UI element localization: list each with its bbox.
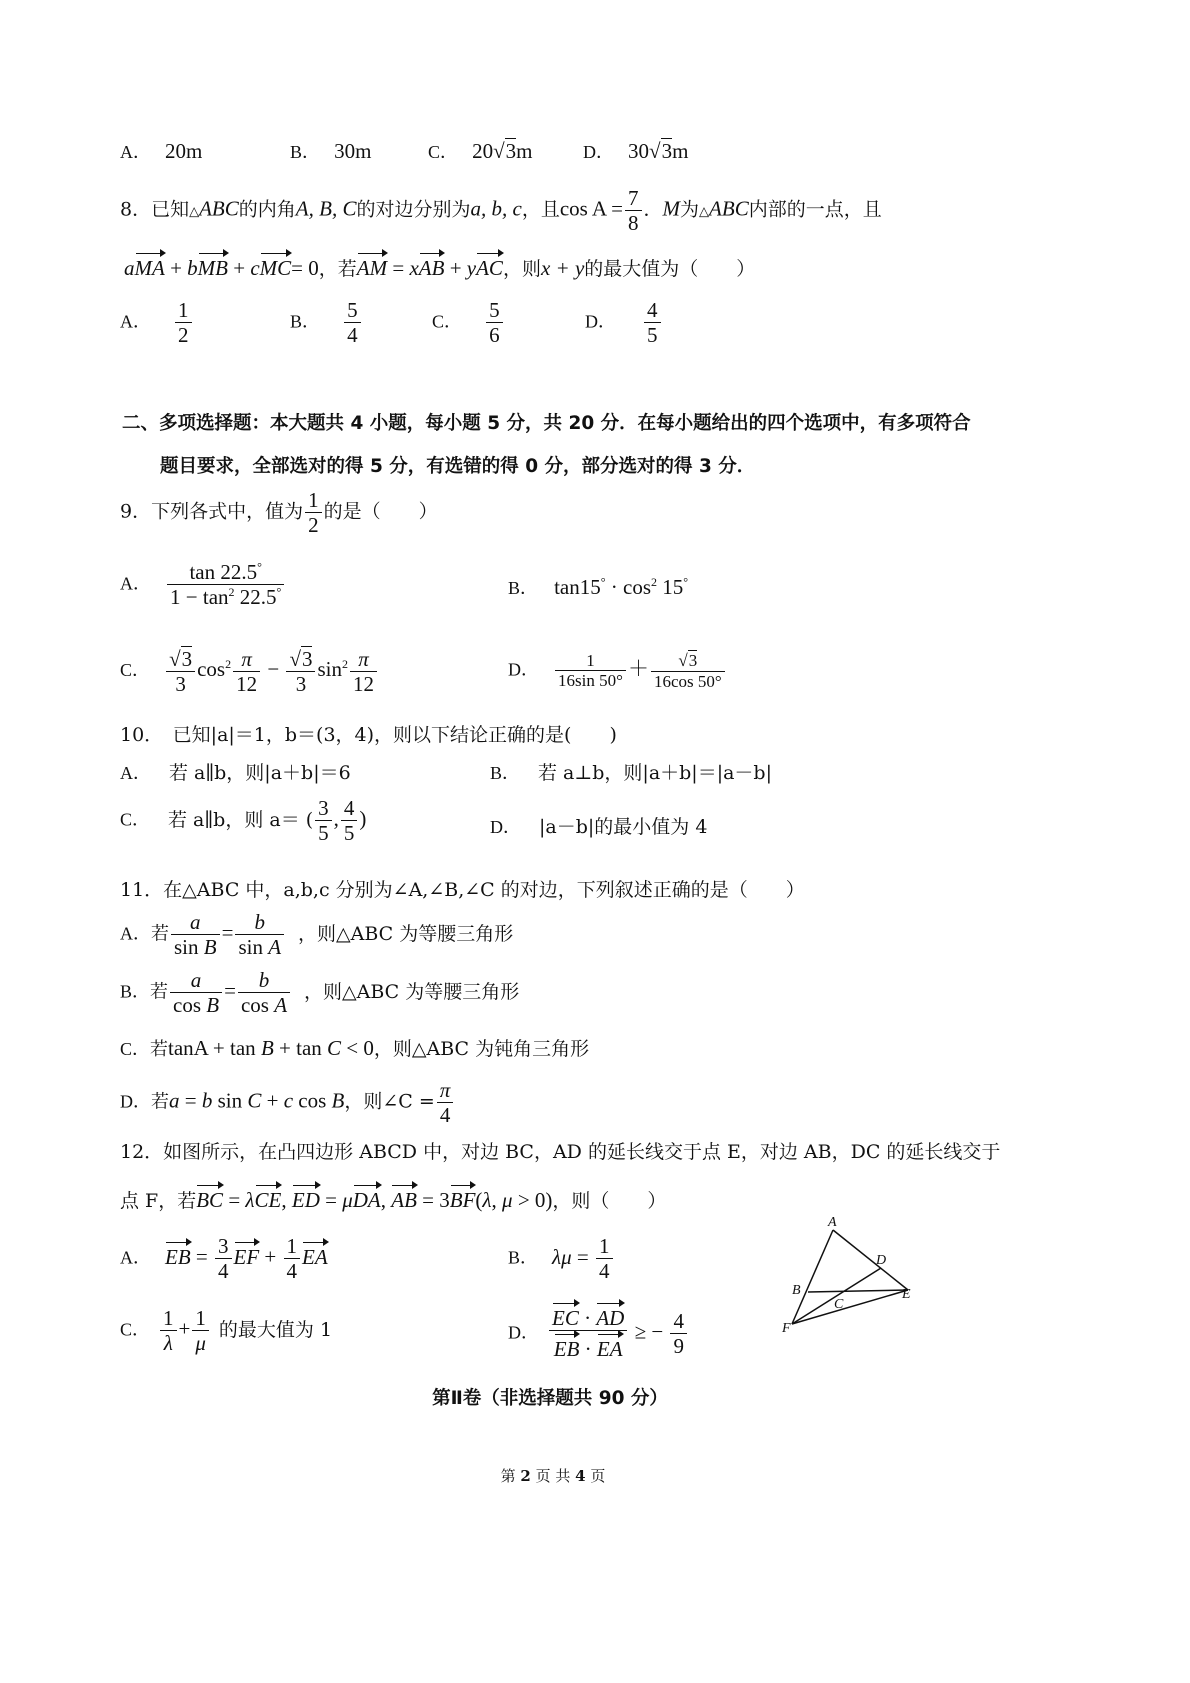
q9-option-b: B． $\tan 15^\circ \cdot \cos^2 15^\circ$ — [508, 575, 689, 599]
q11-option-d: D．若a = b sin C + c cos B，则∠C = $\frac{\pi}{4}$ — [120, 1078, 455, 1127]
figure-label-d: D — [876, 1253, 887, 1268]
q12-stem-line2: 点 F，若BC = λCE, ED = μDA, AB = 3BF(λ, μ > 0)，则（ ） — [120, 1188, 667, 1212]
q11-option-a: A．若 $\frac{a}{\text{sin B}}$ = $\frac{b}{\text{sin A}}$ ，则△ABC 为等腰三角形 — [120, 910, 514, 960]
quadrilateral-figure — [778, 1212, 918, 1342]
q8-stem-line2: aMA + bMB + cMC= 0，若AM = xAB + yAC，则x + y的最大值为（ ） — [124, 256, 756, 280]
q10-stem: 10． 已知|a|＝1，b＝(3，4)，则以下结论正确的是( ) — [120, 724, 617, 746]
q10-option-b: B． 若 a⊥b，则|a＋b|＝|a－b| — [490, 762, 772, 784]
section2-header-line1: 二、多项选择题：本大题共 4 小题，每小题 5 分，共 20 分．在每小题给出的四个选项中，有多项符合 — [122, 413, 971, 434]
q9-stem: 9．下列各式中，值为 $\frac{1}{2}$ 的是（ ） — [120, 488, 438, 538]
q7-option-b: B． 30m — [290, 139, 372, 163]
q10-option-d: D． |a－b|的最小值为 4 — [490, 816, 708, 838]
q7-option-d: D． 30√3m — [583, 139, 689, 163]
q12-option-b: B． λμ = $\frac{1}{4}$ — [508, 1234, 615, 1283]
part2-title: 第Ⅱ卷（非选择题共 90 分） — [432, 1388, 668, 1409]
q11-stem: 11．在△ABC 中，a,b,c 分别为∠A,∠B,∠C 的对边，下列叙述正确的是（ ） — [120, 879, 805, 901]
q8-option-d: D． $\frac{4}{5}$ — [585, 298, 663, 347]
figure-label-c: C — [834, 1297, 844, 1312]
q8-option-c: C． $\frac{5}{6}$ — [432, 298, 505, 347]
q9-option-c: C． $\frac{√3}{3}$ $\cos^2$ $\frac{\pi}{12}$ − $\frac{√3}{3}$ $\sin^2$ $\frac{\pi}{12}$ — [120, 646, 379, 696]
q11-option-b: B．若 $\frac{a}{\text{cos B}}$ = $\frac{b}{\text{cos A}}$ ，则△ABC 为等腰三角形 — [120, 968, 520, 1018]
cos-fraction: $\frac{7}{8}$ — [625, 186, 642, 235]
figure-label-a: A — [828, 1215, 837, 1230]
figure-label-f: F — [782, 1321, 791, 1336]
q12-option-c: C． $\frac{1}{\lambda}$ + $\frac{1}{\mu}$ 的最大值为 1 — [120, 1306, 333, 1356]
q7-option-c: C． 20√3m — [428, 139, 533, 163]
q8-stem-line1: 8．已知△ABC的内角A, B, C的对边分别为a, b, c，且cos A = $\frac{7}{8}$ ．M为△ABC内部的一点，且 — [120, 186, 882, 236]
q10-option-a: A． 若 a∥b，则|a＋b|＝6 — [120, 762, 351, 784]
q12-option-a: A． EB = $\frac{3}{4}$ EF + $\frac{1}{4}$ EA — [120, 1234, 328, 1284]
q11-option-c: C．若tanA + tan B + tan C < 0，则△ABC 为钝角三角形 — [120, 1036, 590, 1060]
section2-header-line2: 题目要求，全部选对的得 5 分，有选错的得 0 分，部分选对的得 3 分． — [160, 456, 756, 477]
page-footer: 第 2 页 共 4 页 — [500, 1467, 606, 1485]
figure-label-e: E — [902, 1287, 911, 1302]
q10-option-c: C． 若 a∥b，则 a＝ ( $\frac{3}{5}$ , $\frac{4}{5}$ ) — [120, 796, 367, 846]
q9-option-d: D． $\frac{1}{16\sin 50^\circ}$ ＋ $\frac{√3}{16\cos 50^\circ}$ — [508, 650, 727, 691]
q7-option-a: A． 20m — [120, 139, 203, 163]
q12-stem-line1: 12．如图所示，在凸四边形 ABCD 中，对边 BC，AD 的延长线交于点 E，对边 AB，DC 的延长线交于 — [120, 1141, 1001, 1163]
figure-label-b: B — [792, 1283, 801, 1298]
q9-option-a: A． $\frac{\tan 22.5^\circ}{1 - \tan^2 22.5^\circ}$ — [120, 560, 286, 609]
q12-option-d: D． $\frac{EC \cdot AD}{EB \cdot EA}$ ≥ − $\frac{4}{9}$ — [508, 1306, 689, 1361]
q8-option-a: A． $\frac{1}{2}$ — [120, 298, 194, 347]
q8-option-b: B． $\frac{5}{4}$ — [290, 298, 363, 347]
